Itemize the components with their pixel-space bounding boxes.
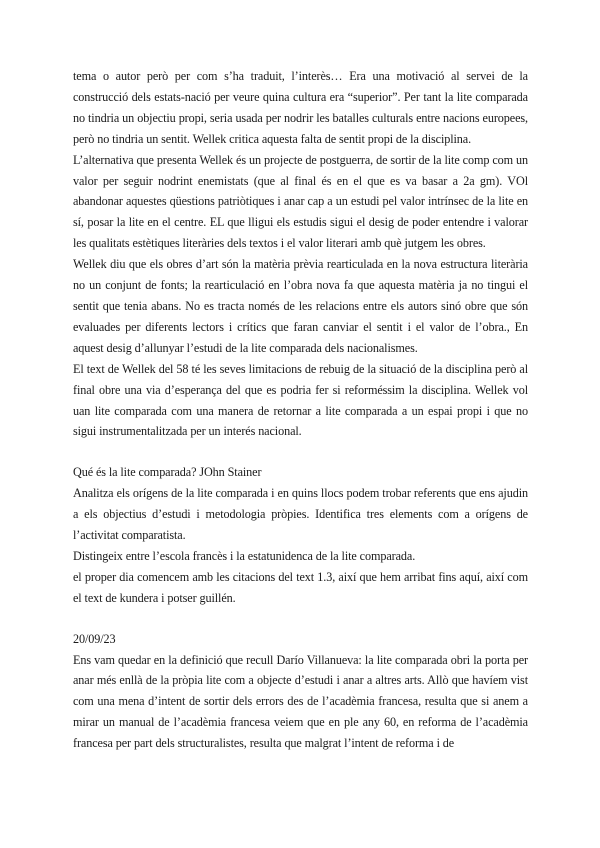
paragraph-wellek-alternative: L’alternativa que presenta Wellek és un projecte de postguerra, de sortir de la lite comp com un valor per seguir nodrint enemistats (que al final és en el que es va basar a 2a gm). VOl abandonar aquestes qüestions patriòtiques i anar cap a un estudi pel valor intrínsec de la lite en sí, posar la lite en el centre. EL que lligui els estudis sigui el desig de poder entendre i valorar les qualitats estètiques literàries dels textos i el valor literari amb què jutgem les obres. [73,152,528,251]
paragraph-wellek-critique: tema o autor però per com s’ha traduit, l’interès… Era una motivació al servei de la construcció dels estats-nació per veure quina cultura era “superior”. Per tant la lite comparada no tindria un objectiu propi, seria usada per nodrir les batalles culturals entre nacions europees, però no tindria un sentit. Wellek critica aquesta falta de sentit propi de la disciplina. [73,69,528,146]
paragraph-next-session: el proper dia comencem amb les citacions del text 1.3, així que hem arribat fins aquí, així com el text de kundera i potser guillén. [73,569,528,605]
paragraph-schools: Distingeix entre l’escola francès i la estatunidenca de la lite comparada. [73,548,416,563]
paragraph-wellek-rearticulation: Wellek diu que els obres d’art són la matèria prèvia rearticulada en la nova estructura literària no un conjunt de fonts; la rearticulació en l’obra nova fa que aquesta matèria ja no tingui el sentit que tenia abans. No es tracta només de les relacions entre els autors sinó obre que són evaluades per diferents lectors i crítics que faran canviar el sentit i el valor de l’obra., En aquest desig d’allunyar l’estudi de la lite comparada dels nacionalismes. [73,257,528,355]
paragraph-origins: Analitza els orígens de la lite comparada i en quins llocs podem trobar referents que ens ajudin a els objectius d’estudi i metodologia pròpies. Identifica tres elements com a orígens de l’activitat comparatista. [73,486,528,543]
section-heading: Qué és la lite comparada? JOhn Stainer [73,465,262,480]
date-heading: 20/09/23 [73,631,116,646]
paragraph-wellek-limitations: El text de Wellek del 58 té les seves limitacions de rebuig de la situació de la disciplina però al final obre una via d’esperança del que es podria fer si reforméssim la disciplina. Wellek vol uan lite comparada com una manera de retornar a lite comparada a un espai propi i que no sigui instrumentalitzada per un interés nacional. [73,361,528,439]
paragraph-villanueva: Ens vam quedar en la definició que recull Darío Villanueva: la lite comparada obri la porta per anar més enllà de la pròpia lite com a objecte d’estudi i anar a altres arts. Allò que havíem vist com una mena d’intent de sortir dels errors des de l’acadèmia francesa, resulta que si anem a mirar un manual de l’acadèmia francesa veiem que en ple any 60, en reforma de l’acadèmia francesa per part dels structuralistes, resulta que malgrat l’intent de reforma i de [73,652,528,751]
